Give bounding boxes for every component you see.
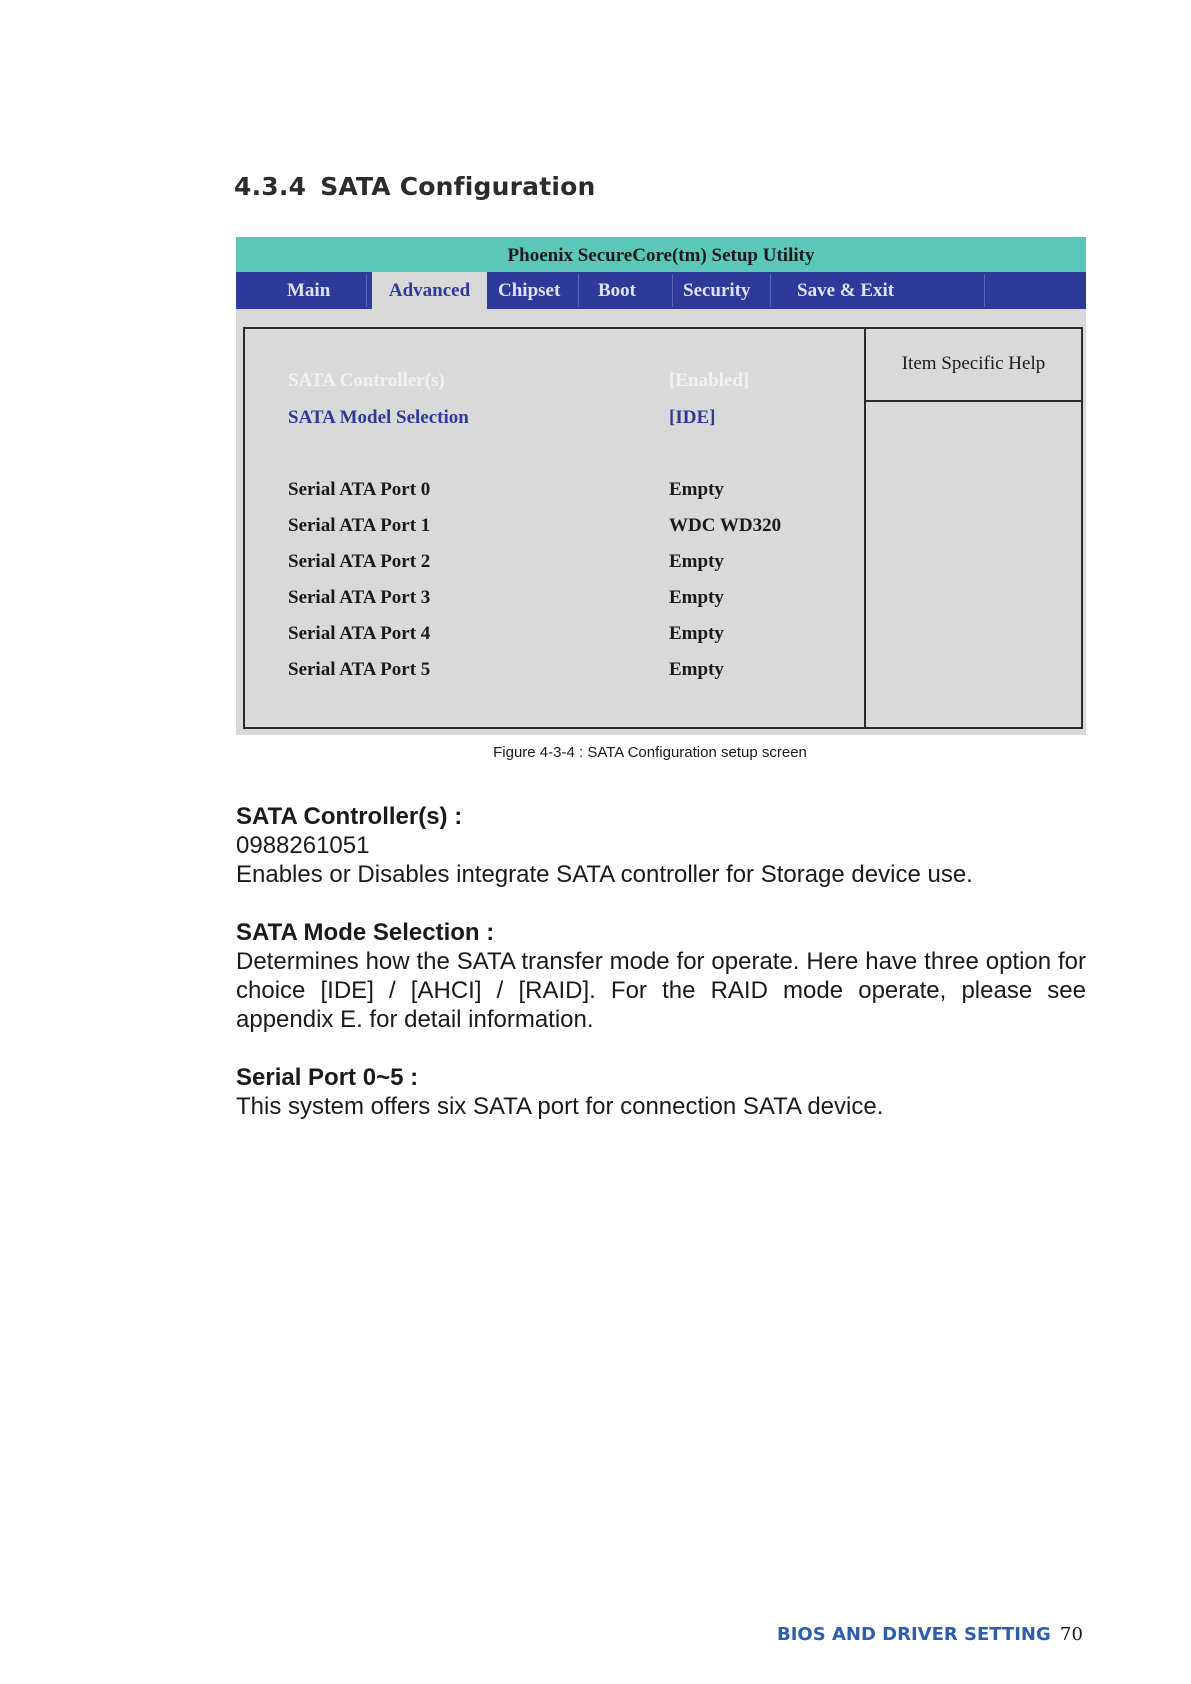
menu-separator <box>984 274 985 307</box>
setting-label: Serial ATA Port 4 <box>288 623 431 644</box>
description-heading: Serial Port 0~5 : <box>236 1064 419 1091</box>
description-text: Determines how the SATA transfer mode for operate. Here have three option for choice [IDE] / [AHCI] / [RAID]. For the RAID mode operate, please see appendix E. for detail information. <box>236 948 1086 1033</box>
description-text: This system offers six SATA port for connection SATA device. <box>236 1093 884 1120</box>
setting-label: Serial ATA Port 0 <box>288 479 431 500</box>
section-number: 4.3.4 <box>234 172 307 201</box>
menu-tab-main[interactable]: Main <box>287 280 331 301</box>
description-code: 0988261051 <box>236 832 370 859</box>
bios-menu-bar <box>236 272 1086 309</box>
setting-value: [IDE] <box>669 407 716 428</box>
setting-label: SATA Model Selection <box>288 407 469 428</box>
setting-label: Serial ATA Port 3 <box>288 587 431 608</box>
page-number: 70 <box>1060 1624 1083 1645</box>
section-heading <box>234 172 596 201</box>
menu-separator <box>578 274 579 307</box>
menu-tab-save-exit[interactable]: Save & Exit <box>797 280 895 301</box>
menu-separator <box>366 274 367 307</box>
description-heading: SATA Mode Selection : <box>236 919 495 946</box>
setting-label: Serial ATA Port 5 <box>288 659 431 680</box>
menu-tab-advanced[interactable]: Advanced <box>372 272 487 309</box>
setting-value: Empty <box>669 623 724 644</box>
description-sata-controller <box>236 802 1086 889</box>
setting-label: Serial ATA Port 1 <box>288 515 431 536</box>
setting-value: WDC WD320 <box>669 515 782 536</box>
description-serial-port <box>236 1063 1086 1121</box>
setting-value: Empty <box>669 551 724 572</box>
bios-setup-screen <box>236 237 1086 735</box>
setting-label: Serial ATA Port 2 <box>288 551 431 572</box>
menu-tab-security[interactable]: Security <box>683 280 751 301</box>
setting-value: Empty <box>669 587 724 608</box>
description-text: Enables or Disables integrate SATA controller for Storage device use. <box>236 861 973 888</box>
footer-section-title: BIOS AND DRIVER SETTING <box>777 1624 1051 1645</box>
section-title: SATA Configuration <box>320 172 596 201</box>
description-sata-mode <box>236 918 1086 1034</box>
setting-value: Empty <box>669 659 724 680</box>
help-title: Item Specific Help <box>866 329 1081 402</box>
menu-tab-chipset[interactable]: Chipset <box>498 280 561 301</box>
bios-settings-panel <box>243 327 866 729</box>
figure-caption: Figure 4-3-4 : SATA Configuration setup screen <box>493 744 807 761</box>
description-heading: SATA Controller(s) : <box>236 803 463 830</box>
item-help-panel <box>864 327 1083 729</box>
menu-separator <box>672 274 673 307</box>
setting-label: SATA Controller(s) <box>288 370 445 391</box>
bios-title-bar: Phoenix SecureCore(tm) Setup Utility <box>236 237 1086 272</box>
menu-separator <box>770 274 771 307</box>
setting-value: [Enabled] <box>669 370 750 391</box>
menu-tab-boot[interactable]: Boot <box>598 280 636 301</box>
setting-value: Empty <box>669 479 724 500</box>
